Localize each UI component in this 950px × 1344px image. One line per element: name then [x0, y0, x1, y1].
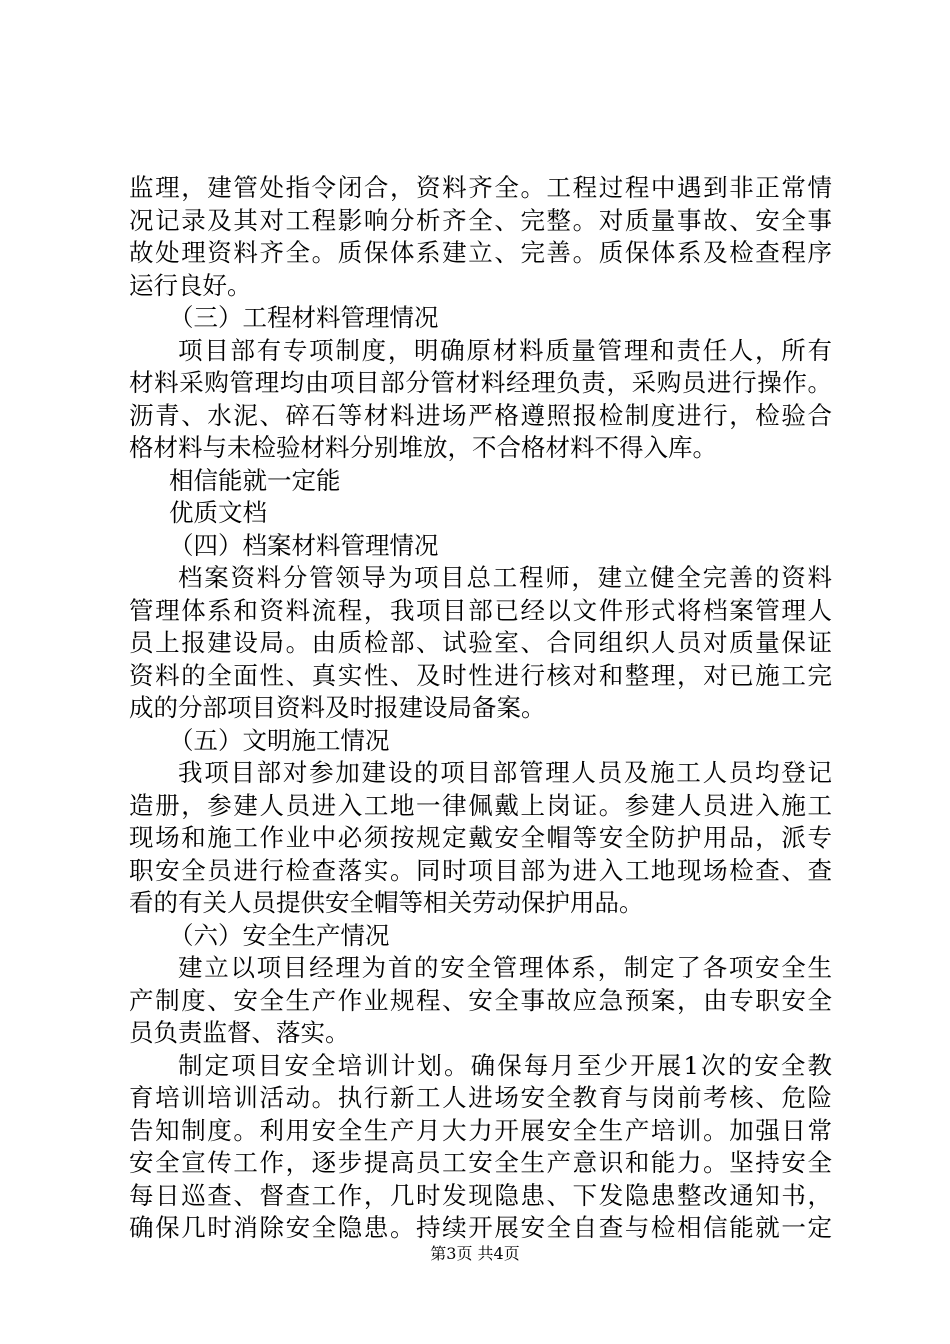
text-line: 看的有关人员提供安全帽等相关劳动保护用品。: [129, 888, 644, 917]
text-line: 建立以项目经理为首的安全管理体系，制定了各项安全生: [178, 953, 832, 982]
section-heading: （六）安全生产情况: [169, 920, 390, 950]
text-line: 产制度、安全生产作业规程、安全事故应急预案，由专职安全: [129, 985, 832, 1015]
text-line: 项目部有专项制度，明确原材料质量管理和责任人，所有: [178, 335, 832, 365]
watermark-text: 相信能就一定能: [169, 465, 341, 495]
text-line: 材料采购管理均由项目部分管材料经理负责，采购员进行操作。: [129, 368, 832, 397]
text-line: 沥青、水泥、碎石等材料进场严格遵照报检制度进行，检验合: [129, 400, 832, 430]
text-line: 管理体系和资料流程，我项目部已经以文件形式将档案管理人: [129, 595, 832, 625]
section-heading: （三）工程材料管理情况: [169, 303, 439, 332]
text-line: 告知制度。利用安全生产月大力开展安全生产培训。加强日常: [129, 1115, 832, 1145]
text-line: 故处理资料齐全。质保体系建立、完善。质保体系及检查程序: [129, 238, 832, 267]
text-line: 育培训培训活动。执行新工人进场安全教育与岗前考核、危险: [129, 1083, 832, 1112]
text-line: 现场和施工作业中必须按规定戴安全帽等安全防护用品，派专: [129, 823, 832, 852]
watermark-text: 优质文档: [169, 498, 267, 527]
text-line: 监理，建管处指令闭合，资料齐全。工程过程中遇到非正常情: [129, 173, 832, 202]
page-number: 第3页 共4页: [430, 1244, 520, 1263]
text-line: 资料的全面性、真实性、及时性进行核对和整理，对已施工完: [129, 660, 832, 690]
text-line: 我项目部对参加建设的项目部管理人员及施工人员均登记: [178, 758, 832, 787]
text-line: 造册，参建人员进入工地一律佩戴上岗证。参建人员进入施工: [129, 790, 832, 820]
text-line: 员上报建设局。由质检部、试验室、合同组织人员对质量保证: [129, 628, 832, 657]
text-line: 格材料与未检验材料分别堆放，不合格材料不得入库。: [129, 433, 717, 462]
text-line: 况记录及其对工程影响分析齐全、完整。对质量事故、安全事: [129, 205, 832, 235]
text-line: 每日巡查、督查工作，几时发现隐患、下发隐患整改通知书，: [129, 1180, 832, 1210]
document-body: [129, 172, 832, 1245]
text-line: 制定项目安全培训计划。确保每月至少开展1次的安全教: [178, 1050, 832, 1080]
section-heading: （四）档案材料管理情况: [169, 530, 439, 560]
text-line: 职安全员进行检查落实。同时项目部为进入工地现场检查、查: [129, 855, 832, 885]
text-line: 档案资料分管领导为项目总工程师，建立健全完善的资料: [178, 563, 832, 592]
section-heading: （五）文明施工情况: [169, 725, 390, 755]
text-line: 运行良好。: [129, 270, 252, 300]
text-line: 安全宣传工作，逐步提高员工安全生产意识和能力。坚持安全: [129, 1148, 832, 1177]
text-line: 员负责监督、落实。: [129, 1018, 350, 1047]
text-line: 成的分部项目资料及时报建设局备案。: [129, 693, 546, 722]
text-line: 确保几时消除安全隐患。持续开展安全自查与检相信能就一定: [129, 1213, 832, 1242]
